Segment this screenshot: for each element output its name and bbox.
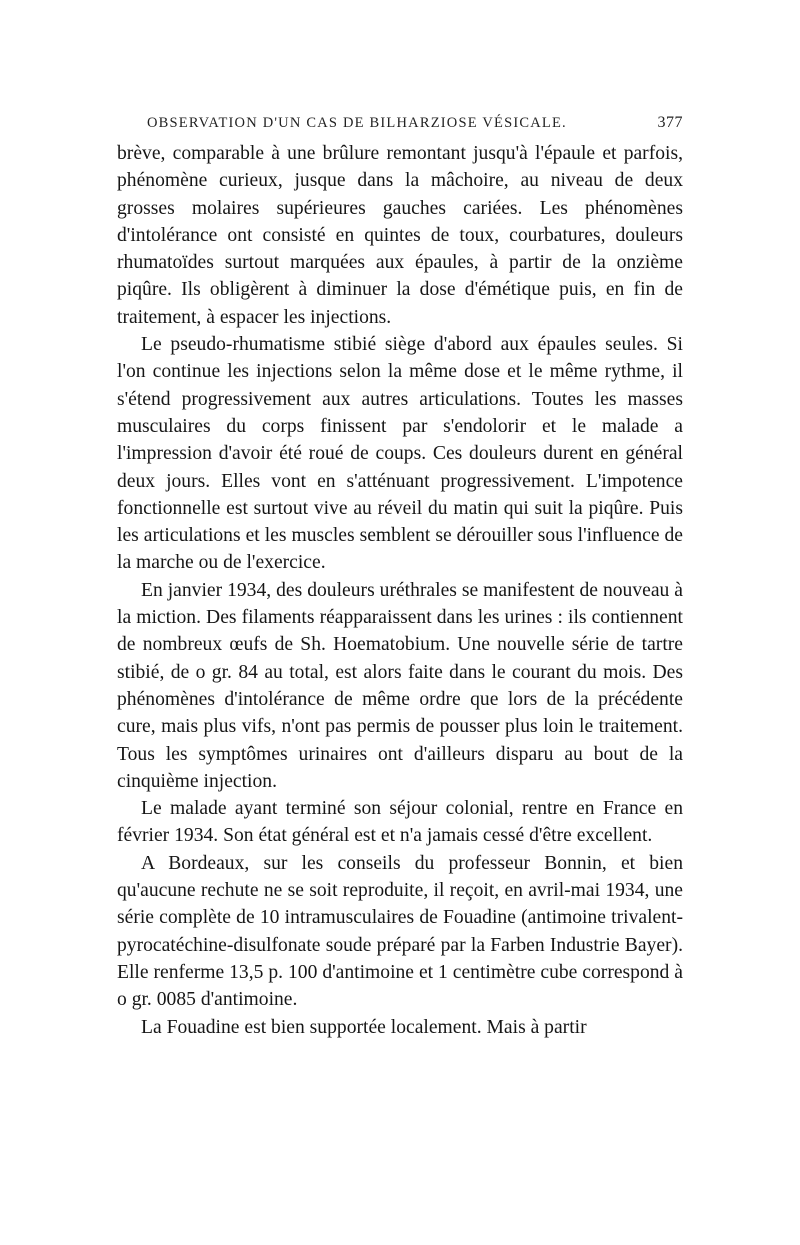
document-page xyxy=(117,114,683,1041)
paragraph: A Bordeaux, sur les conseils du professeur Bonnin, et bien qu'aucune rechute ne se soit reproduite, il reçoit, en avril-mai 1934, une série complète de 10 intramusculaires de Fouadine (antimoine trivalent-pyrocatéchine-disulfonate soude préparé par la Farben Industrie Bayer). Elle renferme 13,5 p. 100 d'antimoine et 1 centimètre cube correspond à o gr. 0085 d'antimoine. xyxy=(117,852,683,1011)
page-number: 377 xyxy=(657,114,683,131)
running-title: OBSERVATION D'UN CAS DE BILHARZIOSE VÉSICALE. xyxy=(147,115,567,131)
running-header xyxy=(117,114,683,132)
paragraph: Le malade ayant terminé son séjour colonial, rentre en France en février 1934. Son état général est et n'a jamais cessé d'être excellent. xyxy=(117,798,683,847)
paragraph: En janvier 1934, des douleurs uréthrales se manifestent de nouveau à la miction. Des filaments réapparaissent dans les urines : ils contiennent de nombreux œufs de Sh. Hoematobium. Une nouvelle série de tartre stibié, de o gr. 84 au total, est alors faite dans le courant du mois. Des phénomènes d'intolérance de même ordre que lors de la précédente cure, mais plus vifs, n'ont pas permis de pousser plus loin le traitement. Tous les symptômes urinaires ont d'ailleurs disparu au bout de la cinquième injection. xyxy=(117,579,683,792)
paragraph: La Fouadine est bien supportée localement. Mais à partir xyxy=(141,1016,587,1038)
body-text xyxy=(117,140,683,1041)
paragraph: Le pseudo-rhumatisme stibié siège d'abord aux épaules seules. Si l'on continue les injections selon la même dose et le même rythme, il s'étend progressivement aux autres articulations. Toutes les masses musculaires du corps finissent par s'endolorir et le malade a l'impression d'avoir été roué de coups. Ces douleurs durent en général deux jours. Elles vont en s'atténuant progressivement. L'impotence fonctionnelle est surtout vive au réveil du matin qui suit la piqûre. Puis les articulations et les muscles semblent se dérouiller sous l'influence de la marche ou de l'exercice. xyxy=(117,334,683,574)
paragraph: brève, comparable à une brûlure remontant jusqu'à l'épaule et parfois, phénomène curieux, jusque dans la mâchoire, au niveau de deux grosses molaires supérieures gauches cariées. Les phénomènes d'intolérance ont consisté en quintes de toux, courbatures, douleurs rhumatoïdes surtout marquées aux épaules, à partir de la onzième piqûre. Ils obligèrent à diminuer la dose d'émétique puis, en fin de traitement, à espacer les injections. xyxy=(117,143,683,328)
